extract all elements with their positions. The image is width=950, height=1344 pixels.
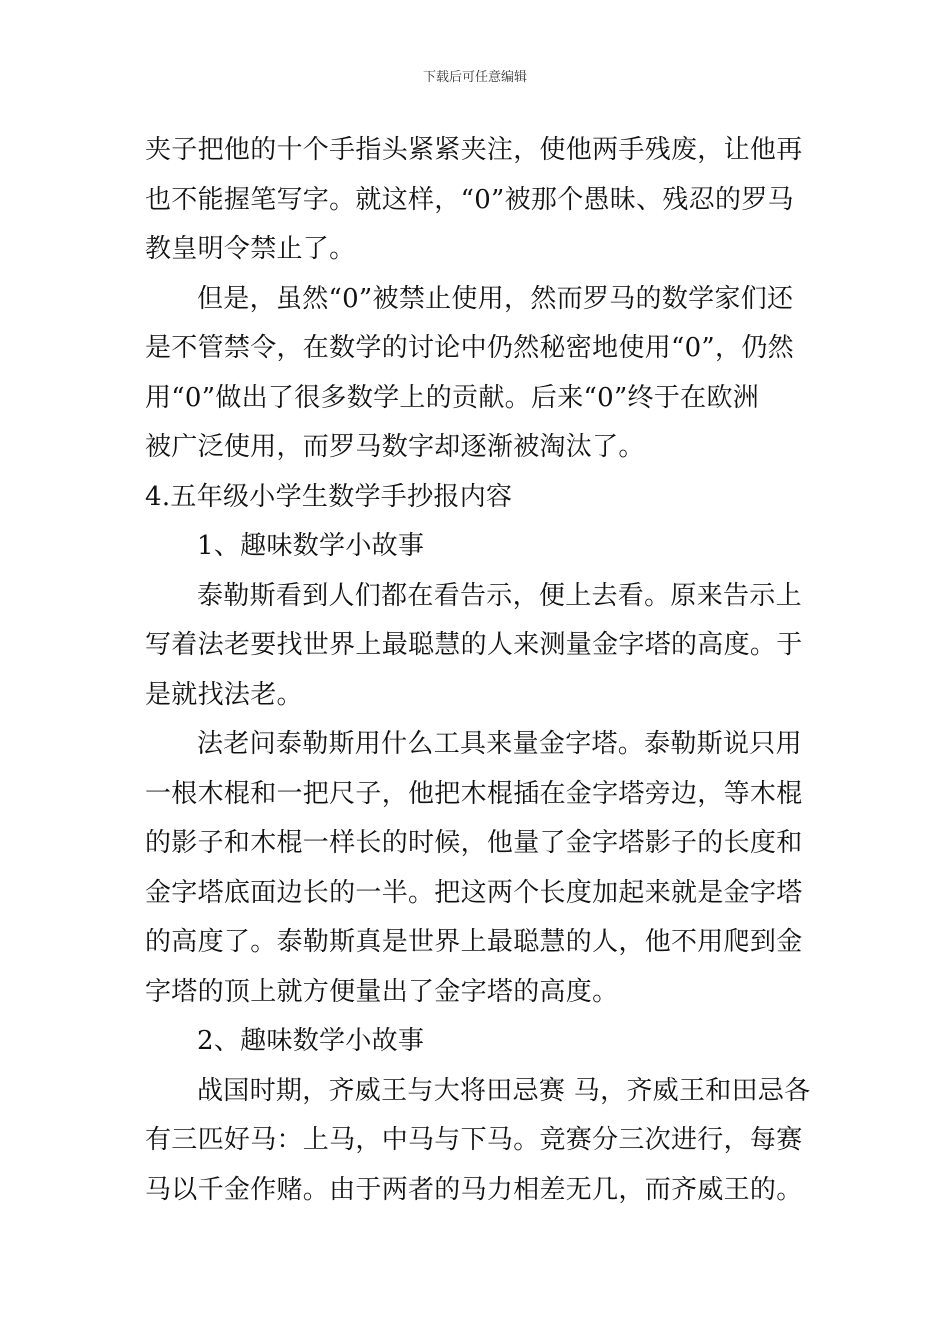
subsection-heading: 1、趣味数学小故事 bbox=[197, 531, 425, 561]
text-line: 教皇明令禁止了。 bbox=[145, 234, 356, 264]
text-line: 但是，虽然“0”被禁止使用，然而罗马的数学家们还 bbox=[197, 283, 794, 314]
text-line: 也不能握笔写字。就这样，“0”被那个愚昧、残忍的罗马 bbox=[145, 184, 794, 215]
text-line: 法老问泰勒斯用什么工具来量金字塔。泰勒斯说只用 bbox=[197, 729, 802, 759]
text-line: 有三匹好马：上马，中马与下马。竞赛分三次进行，每赛 bbox=[145, 1125, 803, 1155]
text-line: 泰勒斯看到人们都在看告示，便上去看。原来告示上 bbox=[197, 580, 802, 611]
text-line: 的影子和木棍一样长的时候，他量了金字塔影子的长度和 bbox=[145, 828, 803, 858]
text-line: 夹子把他的十个手指头紧紧夹注，使他两手残废，让他再 bbox=[145, 135, 803, 165]
section-heading: 4.五年级小学生数学手抄报内容 bbox=[145, 481, 513, 512]
text-line: 一根木棍和一把尺子，他把木棍插在金字塔旁边，等木棍 bbox=[145, 778, 803, 809]
document-body bbox=[145, 126, 810, 1215]
text-line: 被广泛使用，而罗马数字却逐渐被淘汰了。 bbox=[145, 432, 645, 462]
subsection-heading: 2、趣味数学小故事 bbox=[197, 1026, 425, 1056]
text-line: 的高度了。泰勒斯真是世界上最聪慧的人，他不用爬到金 bbox=[145, 927, 803, 957]
header-note: 下载后可任意编辑 bbox=[422, 70, 527, 85]
text-line: 是不管禁令，在数学的讨论中仍然秘密地使用“0”，仍然 bbox=[145, 333, 794, 363]
text-line: 马以千金作赌。由于两者的马力相差无几，而齐威王的。 bbox=[145, 1174, 803, 1205]
text-line: 金字塔底面边长的一半。把这两个长度加起来就是金字塔 bbox=[145, 877, 803, 908]
text-line: 用“0”做出了很多数学上的贡献。后来“0”终于在欧洲 bbox=[145, 382, 760, 413]
text-line: 写着法老要找世界上最聪慧的人来测量金字塔的高度。于 bbox=[145, 630, 803, 660]
text-line: 是就找法老。 bbox=[145, 679, 303, 710]
text-line: 字塔的顶上就方便量出了金字塔的高度。 bbox=[145, 976, 619, 1007]
text-line: 战国时期，齐威王与大将田忌赛 马，齐威王和田忌各 bbox=[197, 1075, 811, 1106]
